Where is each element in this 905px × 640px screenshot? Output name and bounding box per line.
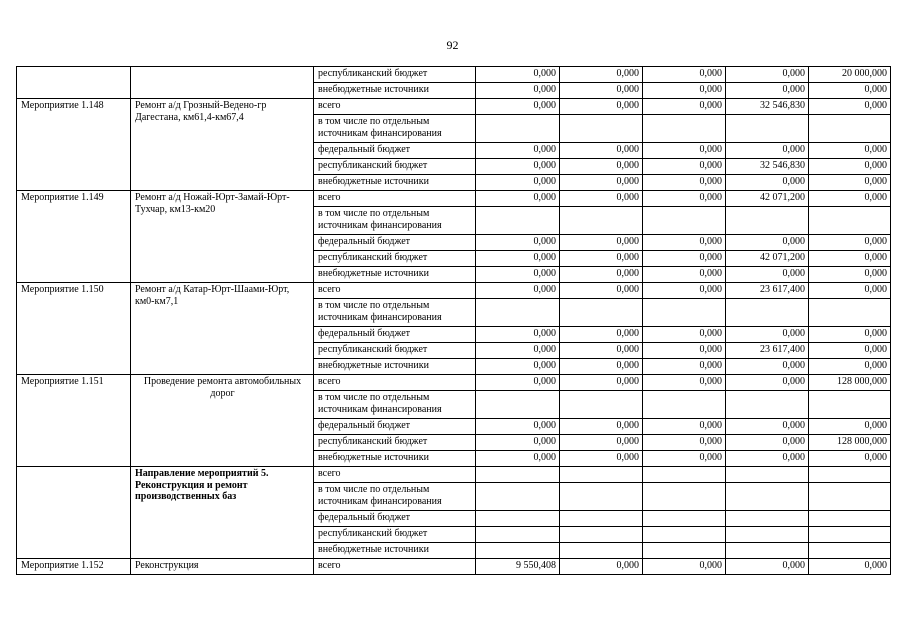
event-name-cell: Ремонт а/д Грозный-Ведено-гр Дагестана, км61,4-км67,4 xyxy=(131,99,314,191)
amount-cell: 0,000 xyxy=(726,143,809,159)
funding-source-cell: федеральный бюджет xyxy=(314,419,476,435)
event-id-cell xyxy=(17,67,131,99)
funding-source-cell: в том числе по отдельным источникам финансирования xyxy=(314,207,476,235)
amount-cell: 0,000 xyxy=(809,559,891,575)
budget-table-body xyxy=(17,67,891,575)
event-name-cell: Проведение ремонта автомобильных дорог xyxy=(131,375,314,467)
amount-cell xyxy=(560,467,643,483)
amount-cell: 0,000 xyxy=(560,251,643,267)
amount-cell: 0,000 xyxy=(809,267,891,283)
amount-cell: 0,000 xyxy=(476,67,560,83)
amount-cell xyxy=(643,115,726,143)
amount-cell: 9 550,408 xyxy=(476,559,560,575)
amount-cell: 0,000 xyxy=(726,267,809,283)
funding-source-cell: республиканский бюджет xyxy=(314,527,476,543)
amount-cell xyxy=(643,299,726,327)
amount-cell: 23 617,400 xyxy=(726,343,809,359)
funding-source-cell: всего xyxy=(314,99,476,115)
table-row xyxy=(17,375,891,391)
amount-cell: 0,000 xyxy=(809,159,891,175)
amount-cell: 128 000,000 xyxy=(809,435,891,451)
amount-cell xyxy=(476,391,560,419)
amount-cell: 0,000 xyxy=(560,67,643,83)
amount-cell: 0,000 xyxy=(726,359,809,375)
event-name-cell: Реконструкция xyxy=(131,559,314,575)
amount-cell: 0,000 xyxy=(643,235,726,251)
amount-cell xyxy=(560,115,643,143)
amount-cell: 0,000 xyxy=(809,343,891,359)
amount-cell xyxy=(726,115,809,143)
amount-cell: 0,000 xyxy=(809,251,891,267)
amount-cell: 0,000 xyxy=(560,267,643,283)
funding-source-cell: республиканский бюджет xyxy=(314,159,476,175)
amount-cell: 0,000 xyxy=(560,327,643,343)
amount-cell: 0,000 xyxy=(809,83,891,99)
amount-cell: 0,000 xyxy=(560,451,643,467)
amount-cell xyxy=(476,483,560,511)
event-name-cell: Ремонт а/д Ножай-Юрт-Замай-Юрт-Тухчар, км13-км20 xyxy=(131,191,314,283)
amount-cell: 0,000 xyxy=(809,175,891,191)
amount-cell: 0,000 xyxy=(560,191,643,207)
amount-cell xyxy=(809,207,891,235)
funding-source-cell: внебюджетные источники xyxy=(314,267,476,283)
event-id-cell: Мероприятие 1.149 xyxy=(17,191,131,283)
amount-cell xyxy=(726,467,809,483)
amount-cell xyxy=(476,543,560,559)
funding-source-cell: всего xyxy=(314,375,476,391)
amount-cell xyxy=(809,115,891,143)
amount-cell: 0,000 xyxy=(809,191,891,207)
amount-cell xyxy=(643,483,726,511)
amount-cell: 0,000 xyxy=(726,175,809,191)
amount-cell: 0,000 xyxy=(643,251,726,267)
amount-cell: 32 546,830 xyxy=(726,99,809,115)
amount-cell: 0,000 xyxy=(476,191,560,207)
amount-cell: 0,000 xyxy=(560,143,643,159)
table-row xyxy=(17,283,891,299)
amount-cell: 32 546,830 xyxy=(726,159,809,175)
amount-cell xyxy=(726,391,809,419)
amount-cell: 0,000 xyxy=(809,99,891,115)
table-row xyxy=(17,67,891,83)
amount-cell: 0,000 xyxy=(643,559,726,575)
amount-cell xyxy=(726,527,809,543)
amount-cell xyxy=(809,391,891,419)
funding-source-cell: внебюджетные источники xyxy=(314,83,476,99)
event-id-cell: Мероприятие 1.152 xyxy=(17,559,131,575)
amount-cell: 23 617,400 xyxy=(726,283,809,299)
amount-cell: 0,000 xyxy=(809,235,891,251)
funding-source-cell: федеральный бюджет xyxy=(314,143,476,159)
amount-cell: 0,000 xyxy=(560,435,643,451)
amount-cell: 0,000 xyxy=(476,343,560,359)
amount-cell: 0,000 xyxy=(643,83,726,99)
amount-cell: 0,000 xyxy=(726,67,809,83)
amount-cell: 0,000 xyxy=(560,343,643,359)
amount-cell: 0,000 xyxy=(476,83,560,99)
funding-source-cell: внебюджетные источники xyxy=(314,451,476,467)
funding-source-cell: республиканский бюджет xyxy=(314,67,476,83)
amount-cell: 0,000 xyxy=(476,175,560,191)
amount-cell: 0,000 xyxy=(476,375,560,391)
amount-cell: 0,000 xyxy=(809,419,891,435)
amount-cell: 42 071,200 xyxy=(726,251,809,267)
amount-cell: 0,000 xyxy=(476,419,560,435)
table-row xyxy=(17,467,891,483)
amount-cell xyxy=(643,511,726,527)
amount-cell: 0,000 xyxy=(809,143,891,159)
funding-source-cell: федеральный бюджет xyxy=(314,327,476,343)
amount-cell: 0,000 xyxy=(809,451,891,467)
amount-cell: 20 000,000 xyxy=(809,67,891,83)
amount-cell: 0,000 xyxy=(476,359,560,375)
page-number: 92 xyxy=(446,38,459,52)
amount-cell: 0,000 xyxy=(560,83,643,99)
amount-cell: 0,000 xyxy=(643,343,726,359)
amount-cell: 0,000 xyxy=(560,559,643,575)
amount-cell xyxy=(643,207,726,235)
funding-source-cell: республиканский бюджет xyxy=(314,343,476,359)
funding-source-cell: федеральный бюджет xyxy=(314,235,476,251)
amount-cell: 0,000 xyxy=(643,175,726,191)
amount-cell xyxy=(560,207,643,235)
amount-cell: 0,000 xyxy=(726,375,809,391)
funding-source-cell: всего xyxy=(314,559,476,575)
amount-cell: 0,000 xyxy=(476,451,560,467)
funding-source-cell: всего xyxy=(314,283,476,299)
amount-cell: 0,000 xyxy=(643,143,726,159)
funding-source-cell: в том числе по отдельным источникам финансирования xyxy=(314,299,476,327)
event-name-cell xyxy=(131,67,314,99)
amount-cell: 0,000 xyxy=(476,435,560,451)
funding-source-cell: республиканский бюджет xyxy=(314,435,476,451)
event-name-cell: Направление мероприятий 5. Реконструкция и ремонт производственных баз xyxy=(131,467,314,559)
funding-source-cell: федеральный бюджет xyxy=(314,511,476,527)
funding-source-cell: внебюджетные источники xyxy=(314,543,476,559)
amount-cell: 0,000 xyxy=(643,375,726,391)
amount-cell: 0,000 xyxy=(643,359,726,375)
amount-cell: 0,000 xyxy=(560,283,643,299)
funding-source-cell: внебюджетные источники xyxy=(314,175,476,191)
amount-cell: 0,000 xyxy=(643,159,726,175)
amount-cell: 0,000 xyxy=(726,419,809,435)
amount-cell: 0,000 xyxy=(560,419,643,435)
amount-cell: 0,000 xyxy=(726,83,809,99)
funding-source-cell: в том числе по отдельным источникам финансирования xyxy=(314,115,476,143)
amount-cell xyxy=(643,467,726,483)
amount-cell xyxy=(476,207,560,235)
amount-cell: 0,000 xyxy=(643,419,726,435)
amount-cell: 0,000 xyxy=(476,267,560,283)
amount-cell xyxy=(643,543,726,559)
amount-cell: 0,000 xyxy=(476,235,560,251)
amount-cell xyxy=(809,483,891,511)
event-id-cell xyxy=(17,467,131,559)
amount-cell xyxy=(643,527,726,543)
amount-cell xyxy=(560,543,643,559)
amount-cell xyxy=(643,391,726,419)
amount-cell: 0,000 xyxy=(560,99,643,115)
amount-cell: 0,000 xyxy=(643,283,726,299)
amount-cell: 0,000 xyxy=(726,559,809,575)
amount-cell: 0,000 xyxy=(643,191,726,207)
amount-cell: 0,000 xyxy=(560,235,643,251)
amount-cell: 0,000 xyxy=(643,451,726,467)
table-row xyxy=(17,559,891,575)
amount-cell: 0,000 xyxy=(560,175,643,191)
amount-cell: 0,000 xyxy=(726,235,809,251)
amount-cell xyxy=(560,299,643,327)
amount-cell: 0,000 xyxy=(476,99,560,115)
event-id-cell: Мероприятие 1.151 xyxy=(17,375,131,467)
table-row xyxy=(17,99,891,115)
amount-cell xyxy=(476,527,560,543)
amount-cell xyxy=(809,467,891,483)
amount-cell: 0,000 xyxy=(560,359,643,375)
funding-source-cell: республиканский бюджет xyxy=(314,251,476,267)
amount-cell: 0,000 xyxy=(643,435,726,451)
amount-cell xyxy=(809,299,891,327)
funding-source-cell: всего xyxy=(314,467,476,483)
funding-source-cell: внебюджетные источники xyxy=(314,359,476,375)
amount-cell xyxy=(476,467,560,483)
amount-cell xyxy=(726,543,809,559)
amount-cell: 0,000 xyxy=(476,159,560,175)
amount-cell xyxy=(476,299,560,327)
amount-cell xyxy=(726,511,809,527)
amount-cell: 128 000,000 xyxy=(809,375,891,391)
amount-cell xyxy=(560,391,643,419)
amount-cell xyxy=(726,299,809,327)
funding-source-cell: всего xyxy=(314,191,476,207)
amount-cell: 0,000 xyxy=(643,67,726,83)
amount-cell: 0,000 xyxy=(560,375,643,391)
amount-cell xyxy=(560,511,643,527)
amount-cell: 0,000 xyxy=(476,143,560,159)
amount-cell: 0,000 xyxy=(476,327,560,343)
funding-source-cell: в том числе по отдельным источникам финансирования xyxy=(314,483,476,511)
amount-cell xyxy=(726,207,809,235)
amount-cell: 0,000 xyxy=(809,327,891,343)
table-row xyxy=(17,191,891,207)
amount-cell xyxy=(476,115,560,143)
amount-cell xyxy=(560,527,643,543)
amount-cell xyxy=(809,511,891,527)
amount-cell xyxy=(809,543,891,559)
amount-cell xyxy=(560,483,643,511)
funding-source-cell: в том числе по отдельным источникам финансирования xyxy=(314,391,476,419)
amount-cell: 42 071,200 xyxy=(726,191,809,207)
budget-table xyxy=(16,66,891,575)
amount-cell: 0,000 xyxy=(476,251,560,267)
amount-cell: 0,000 xyxy=(560,159,643,175)
amount-cell: 0,000 xyxy=(643,327,726,343)
event-id-cell: Мероприятие 1.150 xyxy=(17,283,131,375)
amount-cell: 0,000 xyxy=(726,327,809,343)
amount-cell: 0,000 xyxy=(809,283,891,299)
amount-cell: 0,000 xyxy=(726,435,809,451)
event-id-cell: Мероприятие 1.148 xyxy=(17,99,131,191)
event-name-cell: Ремонт а/д Катар-Юрт-Шаами-Юрт, км0-км7,1 xyxy=(131,283,314,375)
amount-cell: 0,000 xyxy=(476,283,560,299)
amount-cell: 0,000 xyxy=(643,267,726,283)
amount-cell xyxy=(809,527,891,543)
amount-cell xyxy=(726,483,809,511)
amount-cell: 0,000 xyxy=(726,451,809,467)
amount-cell: 0,000 xyxy=(643,99,726,115)
amount-cell xyxy=(476,511,560,527)
amount-cell: 0,000 xyxy=(809,359,891,375)
